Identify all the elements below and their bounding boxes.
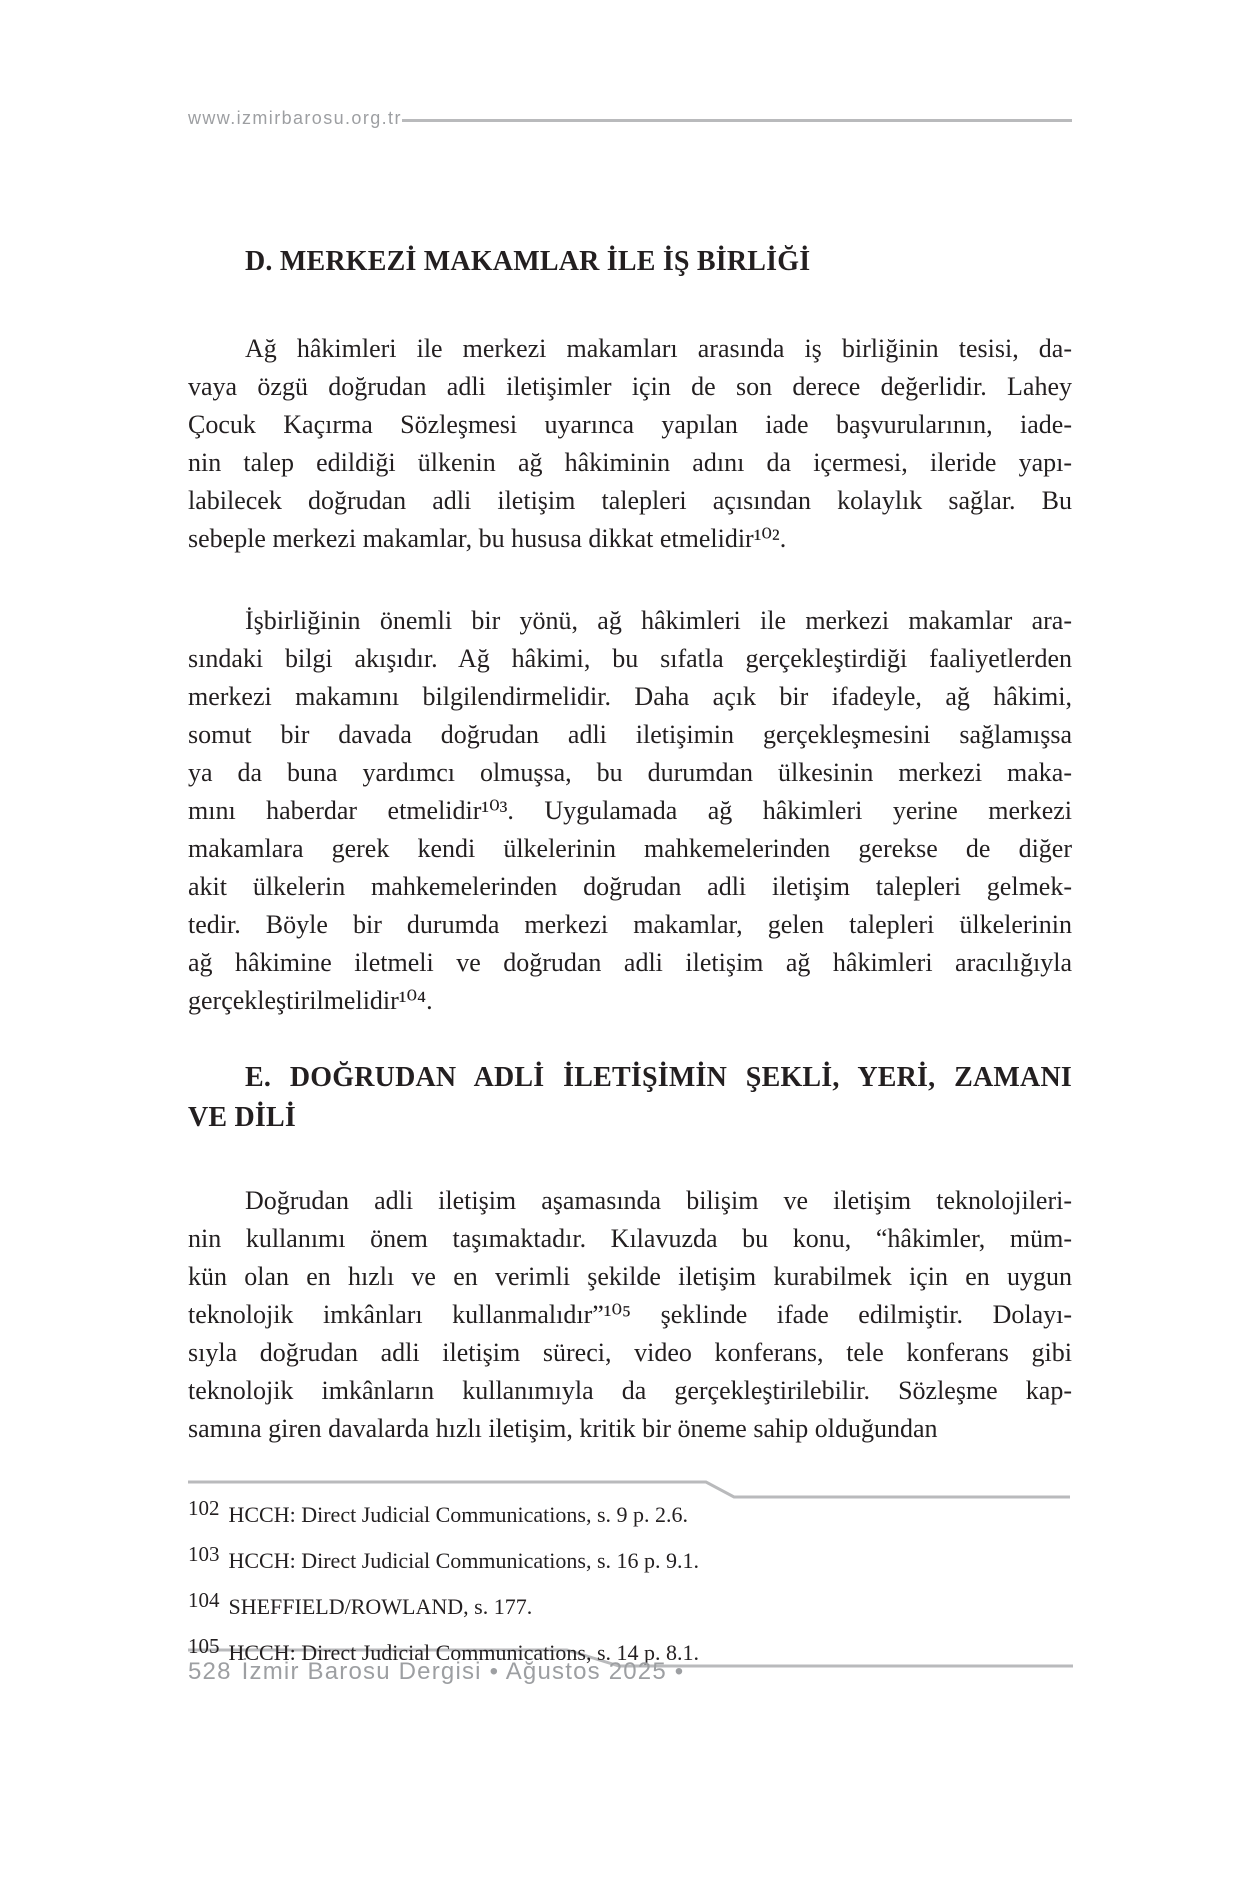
- text-line: gerçekleştirilmelidir¹⁰⁴.: [188, 986, 433, 1015]
- text-line: vaya özgü doğrudan adli iletişimler için de son derece değerlidir. Lahey: [188, 372, 1072, 401]
- section-e-paragraph-1: [188, 1182, 1072, 1448]
- page-number: 528: [188, 1658, 232, 1685]
- header-rule: [402, 119, 1072, 122]
- footnote-text: HCCH: Direct Judicial Communications, s. 14 p. 8.1.: [228, 1640, 700, 1665]
- text-line: sındaki bilgi akışıdır. Ağ hâkimi, bu sıfatla gerçekleştirdiği faaliyetlerden: [188, 644, 1072, 673]
- text-line: ya da buna yardımcı olmuşsa, bu durumdan ülkesinin merkezi maka-: [188, 758, 1072, 787]
- footnote-104: [188, 1584, 1072, 1630]
- footnote-number: 104: [188, 1588, 220, 1612]
- text-line: makamlara gerek kendi ülkelerinin mahkemelerinden gerekse de diğer: [188, 834, 1072, 863]
- footnote-number: 102: [188, 1496, 220, 1520]
- text-line: teknolojik imkânların kullanımıyla da gerçekleştirilebilir. Sözleşme kap-: [188, 1376, 1072, 1405]
- footer-journal-label: İzmir Barosu Dergisi • Ağustos 2025 •: [241, 1658, 685, 1685]
- footnote-text: HCCH: Direct Judicial Communications, s. 16 p. 9.1.: [228, 1548, 700, 1573]
- text-line: sıyla doğrudan adli iletişim süreci, video konferans, tele konferans gibi: [188, 1338, 1072, 1367]
- section-e-heading: [188, 1058, 1072, 1138]
- text-line: VE DİLİ: [188, 1102, 296, 1133]
- section-d-paragraph-1: [188, 330, 1072, 558]
- section-d-heading: [188, 244, 1072, 280]
- text-line: nin talep edildiği ülkenin ağ hâkiminin adını da içermesi, ileride yapı-: [188, 448, 1072, 477]
- text-line: merkezi makamını bilgilendirmelidir. Daha açık bir ifadeyle, ağ hâkimi,: [188, 682, 1072, 711]
- text-line: Doğrudan adli iletişim aşamasında bilişim ve iletişim teknolojileri-: [245, 1186, 1072, 1215]
- text-line: labilecek doğrudan adli iletişim talepleri açısından kolaylık sağlar. Bu: [188, 486, 1072, 515]
- footnote-number: 105: [188, 1634, 220, 1658]
- section-d-paragraph-2: [188, 602, 1072, 1020]
- text-line: teknolojik imkânları kullanmalıdır”¹⁰⁵ şeklinde ifade edilmiştir. Dolayı-: [188, 1300, 1072, 1329]
- site-url-label: www.izmirbarosu.org.tr: [188, 108, 402, 128]
- text-line: Çocuk Kaçırma Sözleşmesi uyarınca yapılan iade başvurularının, iade-: [188, 410, 1072, 439]
- text-line: samına giren davalarda hızlı iletişim, kritik bir öneme sahip olduğundan: [188, 1414, 938, 1443]
- text-line: kün olan en hızlı ve en verimli şekilde iletişim kurabilmek için en uygun: [188, 1262, 1072, 1291]
- footnotes-block: [188, 1492, 1072, 1676]
- text-line: akit ülkelerin mahkemelerinden doğrudan adli iletişim talepleri gelmek-: [188, 872, 1072, 901]
- footnote-text: SHEFFIELD/ROWLAND, s. 177.: [228, 1594, 533, 1619]
- text-line: mını haberdar etmelidir¹⁰³. Uygulamada ağ hâkimleri yerine merkezi: [188, 796, 1072, 825]
- page-footer: [188, 1658, 684, 1686]
- text-line: Ağ hâkimleri ile merkezi makamları arasında iş birliğinin tesisi, da-: [245, 334, 1072, 363]
- footnote-103: [188, 1538, 1072, 1584]
- text-line: ağ hâkimine iletmeli ve doğrudan adli iletişim ağ hâkimleri aracılığıyla: [188, 948, 1072, 977]
- footnote-text: HCCH: Direct Judicial Communications, s. 9 p. 2.6.: [228, 1502, 689, 1527]
- article-body: [188, 244, 1072, 1448]
- page-header: [188, 108, 1072, 129]
- text-line: İşbirliğinin önemli bir yönü, ağ hâkimleri ile merkezi makamlar ara-: [245, 606, 1072, 635]
- text-line: E. DOĞRUDAN ADLİ İLETİŞİMİN ŞEKLİ, YERİ, ZAMANI: [245, 1062, 1072, 1093]
- section-d-heading-text: D. MERKEZİ MAKAMLAR İLE İŞ BİRLİĞİ: [245, 246, 811, 277]
- text-line: somut bir davada doğrudan adli iletişimin gerçekleşmesini sağlamışsa: [188, 720, 1072, 749]
- text-line: tedir. Böyle bir durumda merkezi makamlar, gelen talepleri ülkelerinin: [188, 910, 1072, 939]
- text-line: nin kullanımı önem taşımaktadır. Kılavuzda bu konu, “hâkimler, müm-: [188, 1224, 1072, 1253]
- footnote-number: 103: [188, 1542, 220, 1566]
- text-line: sebeple merkezi makamlar, bu hususa dikkat etmelidir¹⁰².: [188, 524, 787, 553]
- footnote-102: [188, 1492, 1072, 1538]
